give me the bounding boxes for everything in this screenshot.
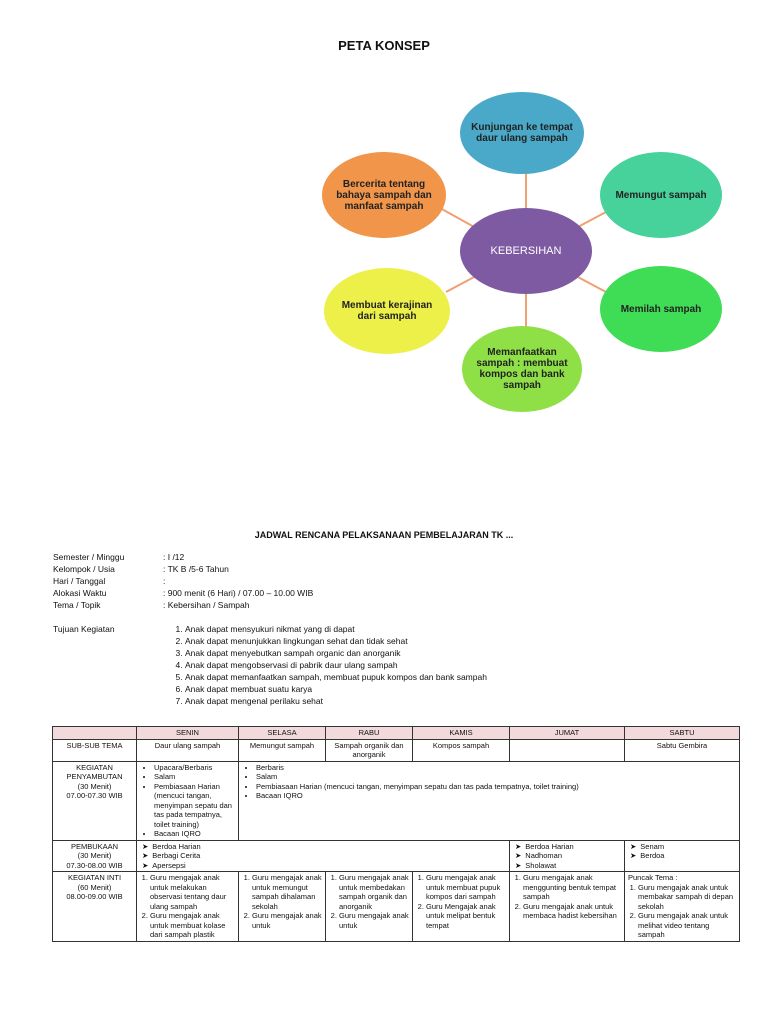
table-row-penyambutan [53,761,740,840]
info-row [53,575,313,587]
row-label [53,872,137,942]
header-day: RABU [326,727,413,740]
table-cell: Kompos sampah [413,739,510,761]
list-item: ➤ Berdoa Harian [515,842,621,852]
numbered-list [513,873,621,921]
list-item: • Salam [256,772,736,782]
goals-label: Tujuan Kegiatan [53,624,115,634]
list-item: ➤ Berdoa Harian [142,842,506,852]
header-day: SENIN [137,727,239,740]
table-cell [625,840,740,872]
plan-title: JADWAL RENCANA PELAKSANAAN PEMBELAJARAN TK ... [254,530,514,540]
header-day: SELASA [239,727,326,740]
bullet-list [140,763,235,839]
table-cell [137,761,239,840]
row-label-line: (60 Menit) [77,882,112,892]
table-cell [510,872,625,942]
row-label-line: KEGIATAN [76,762,113,772]
list-item: • Pembiasaan Harian (mencuci tangan, menyimpan sepatu dan tas pada tempatnya, toilet training) [154,782,235,830]
numbered-list [140,873,235,940]
arrow-list [513,842,621,871]
info-row [53,563,313,575]
table-row-pembukaan [53,840,740,872]
list-item: 1. Guru mengajak anak menggunting bentuk tempat sampah [523,873,621,902]
concept-node-sort: Memilah sampah [600,266,722,352]
list-item: 1. Guru mengajak anak untuk melakukan observasi tentang daur ulang sampah [150,873,235,911]
arrow-list [140,842,506,871]
table-cell [239,872,326,942]
arrow-list [628,842,736,861]
numbered-list [329,873,409,930]
list-item: • Salam [154,772,235,782]
header-day: KAMIS [413,727,510,740]
list-item: • Bacaan IQRO [256,791,736,801]
concept-node-utilize: Memanfaatkan sampah : membuat kompos dan bank sampah [462,326,582,412]
table-cell [137,872,239,942]
table-cell: Sabtu Gembira [625,739,740,761]
goal-item: 1. Anak dapat mensyukuri nikmat yang di dapat [185,623,487,635]
concept-node-story: Bercerita tentang bahaya sampah dan manfaat sampah [322,152,446,238]
concept-center-node: KEBERSIHAN [460,208,592,294]
header-corner [53,727,137,740]
goal-item: 5. Anak dapat memanfaatkan sampah, membuat pupuk kompos dan bank sampah [185,671,487,683]
info-value: : [163,576,166,586]
list-item: ➤ Berdoa [630,851,736,861]
row-label-line: PEMBUKAAN [70,841,119,851]
list-item: • Berbaris [256,763,736,773]
list-item: ➤ Sholawat [515,861,621,871]
row-label [53,840,137,872]
table-cell: Daur ulang sampah [137,739,239,761]
list-item: 2. Guru mengajak anak untuk membaca hadist kebersihan [523,902,621,921]
list-item: ➤ Nadhoman [515,851,621,861]
row-label: SUB-SUB TEMA [53,739,137,761]
bullet-list [242,763,736,801]
table-header-row [53,727,740,740]
concept-node-craft: Membuat kerajinan dari sampah [324,268,450,354]
info-value: : TK B /5-6 Tahun [163,564,229,574]
info-value: : I /12 [163,552,185,562]
numbered-list [242,873,322,930]
row-label [53,761,137,840]
goals-list [163,623,487,707]
table-row-inti [53,872,740,942]
info-label: Kelompok / Usia [53,564,115,574]
concept-node-visit: Kunjungan ke tempat daur ulang sampah [460,92,584,174]
info-value: : Kebersihan / Sampah [163,600,250,610]
row-label-line: KEGIATAN INTI [67,873,122,882]
list-item: 1. Guru mengajak anak untuk membedakan sampah organik dan anorganik [339,873,409,911]
info-row [53,599,313,611]
info-row [53,587,313,599]
list-item: 2. Guru mengajak anak untuk [252,911,322,930]
list-item: • Upacara/Berbaris [154,763,235,773]
list-item: ➤ Berbagi Cerita [142,851,506,861]
row-label-line: (30 Menit) [77,781,112,791]
goal-item: 4. Anak dapat mengobservasi di pabrik daur ulang sampah [185,659,487,671]
info-label: Semester / Minggu [53,552,125,562]
row-label-line: 08.00-09.00 WIB [66,892,123,901]
concept-map [300,80,740,410]
numbered-list [628,883,736,940]
table-cell [239,761,740,840]
table-cell [326,872,413,942]
list-item: 1. Guru mengajak anak untuk membakar sampah di depan sekolah [638,883,736,912]
list-item: 2. Guru mengajak anak untuk [339,911,409,930]
numbered-list [416,873,506,930]
info-label: Hari / Tanggal [53,576,106,586]
cell-heading: Puncak Tema : [628,873,678,882]
table-row-subtema [53,739,740,761]
list-item: • Bacaan IQRO [154,829,235,839]
table-cell: Memungut sampah [239,739,326,761]
table-cell [625,872,740,942]
plan-info [53,551,313,611]
info-row [53,551,313,563]
list-item: 2. Guru mengajak anak untuk melihat video tentang sampah [638,911,736,940]
table-cell: Sampah organik dan anorganik [326,739,413,761]
row-label-line: (30 Menit) [77,851,112,860]
row-label-line: PENYAMBUTAN [66,772,123,781]
goal-item: 7. Anak dapat mengenal perilaku sehat [185,695,487,707]
table-cell [137,840,510,872]
goal-item: 2. Anak dapat menunjukkan lingkungan sehat dan tidak sehat [185,635,487,647]
header-day: JUMAT [510,727,625,740]
header-day: SABTU [625,727,740,740]
table-cell [413,872,510,942]
list-item: ➤ Apersepsi [142,861,506,871]
table-cell [510,739,625,761]
list-item: 1. Guru mengajak anak untuk memungut sampah dihalaman sekolah [252,873,322,911]
list-item: • Pembiasaan Harian (mencuci tangan, menyimpan sepatu dan tas pada tempatnya, toilet training) [256,782,736,792]
list-item: 2. Guru mengajak anak untuk membuat kolase dari sampah plastik [150,911,235,940]
row-label-line: 07.00-07.30 WIB [66,791,123,800]
info-label: Alokasi Waktu [53,588,107,598]
goal-item: 6. Anak dapat membuat suatu karya [185,683,487,695]
goals-section [53,623,487,707]
schedule-table [52,726,740,942]
table-cell [510,840,625,872]
row-label-line: 07.30-08.00 WIB [66,860,123,870]
info-label: Tema / Topik [53,600,101,610]
list-item: 2. Guru Mengajak anak untuk melipat bentuk tempat [426,902,506,931]
concept-node-collect: Memungut sampah [600,152,722,238]
list-item: 1. Guru mengajak anak untuk membuat pupuk kompos dari sampah [426,873,506,902]
concept-map-title: PETA KONSEP [338,38,430,53]
info-value: : 900 menit (6 Hari) / 07.00 – 10.00 WIB [163,588,314,598]
list-item: ➤ Senam [630,842,736,852]
goal-item: 3. Anak dapat menyebutkan sampah organic dan anorganik [185,647,487,659]
